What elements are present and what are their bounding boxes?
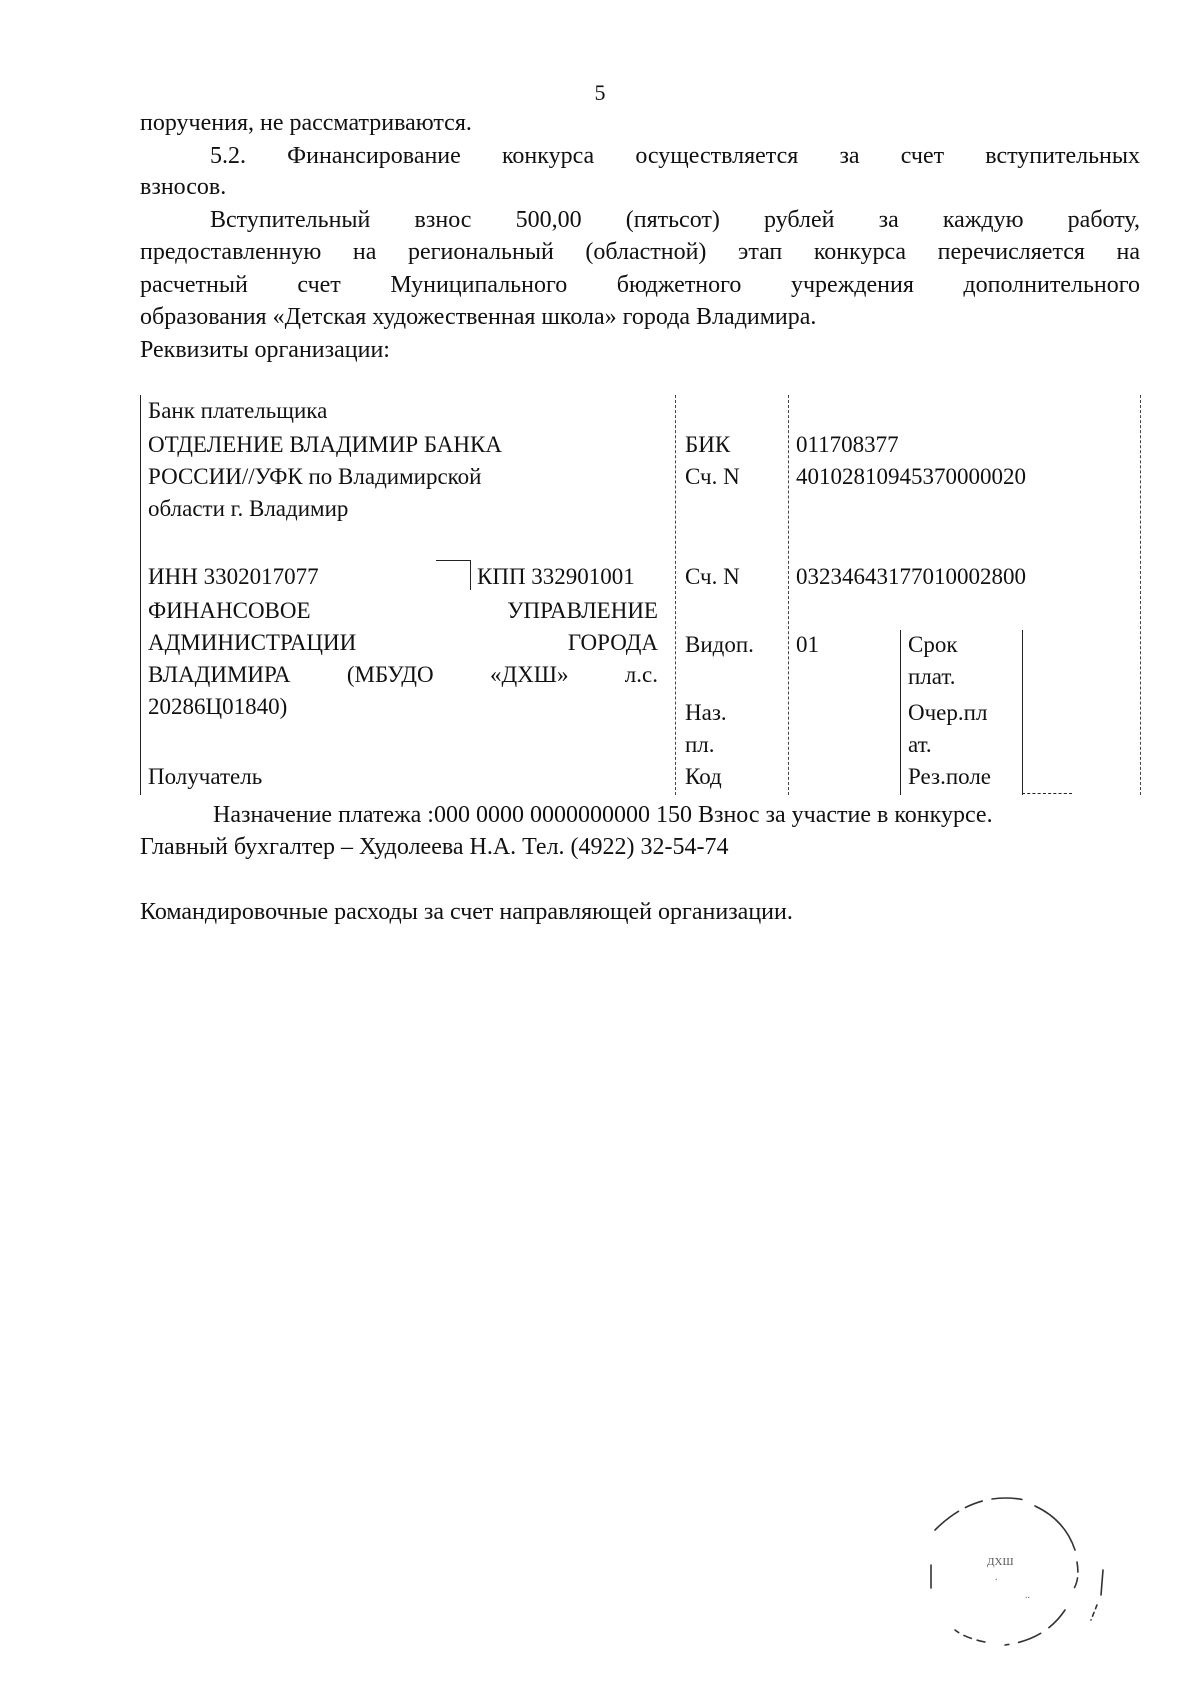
ocher-label: Очер.пл [908, 700, 988, 725]
account-label: Сч. N [685, 564, 740, 589]
paragraph-line: Вступительный взнос 500,00 (пятьсот) рублей за каждую работу, [210, 207, 1140, 233]
account-label: Сч. N [685, 464, 740, 489]
table-border [788, 395, 789, 795]
table-border [900, 630, 901, 795]
table-border [436, 560, 470, 561]
naz-pl-label: пл. [685, 732, 715, 757]
table-border [675, 395, 676, 795]
paragraph-line: взносов. [140, 174, 227, 200]
recipient-name: 20286Ц01840) [148, 694, 288, 719]
vid-op-value: 01 [796, 632, 819, 657]
paragraph-line: образования «Детская художественная школа» города Владимира. [140, 304, 817, 330]
naz-pl-label: Наз. [685, 700, 727, 725]
recipient-label: Получатель [148, 764, 263, 789]
srok-label: Срок [908, 632, 958, 657]
paragraph-line: поручения, не рассматриваются. [140, 110, 472, 136]
requisites-table [140, 395, 1145, 800]
recipient-word: ВЛАДИМИРА [148, 662, 291, 687]
bik-label: БИК [685, 432, 731, 457]
recipient-name [148, 627, 658, 659]
bank-name: РОССИИ//УФК по Владимирской [148, 464, 482, 489]
table-border [140, 395, 141, 795]
bank-name: области г. Владимир [148, 496, 349, 521]
inn: ИНН 3302017077 [148, 564, 319, 589]
paragraph-line: 5.2. Финансирование конкурса осуществляется за счет вступительных [210, 143, 1140, 169]
stamp-seal [915, 1470, 1115, 1670]
recipient-name [148, 659, 658, 691]
requisites-heading: Реквизиты организации: [140, 337, 390, 363]
page-number: 5 [594, 80, 606, 105]
account-value: 40102810945370000020 [796, 464, 1026, 489]
rez-pole-label: Рез.поле [908, 764, 992, 789]
bank-name: ОТДЕЛЕНИЕ ВЛАДИМИР БАНКА [148, 432, 502, 457]
recipient-word: УПРАВЛЕНИЕ [507, 598, 658, 623]
paragraph-line: расчетный счет Муниципального бюджетного учреждения дополнительного [140, 272, 1140, 298]
chief-accountant: Главный бухгалтер – Худолеева Н.А. Тел. (4922) 32-54-74 [140, 834, 729, 860]
recipient-word: (МБУДО [346, 662, 434, 687]
recipient-name [148, 595, 658, 627]
table-border [470, 560, 471, 590]
svg-text:..: .. [1025, 1590, 1030, 1601]
table-border [1140, 395, 1141, 795]
kpp: КПП 332901001 [477, 564, 635, 589]
recipient-word: АДМИНИСТРАЦИИ [148, 630, 357, 655]
recipient-word: ГОРОДА [567, 630, 658, 655]
bank-label: Банк плательщика [148, 398, 328, 423]
paragraph-line: предоставленную на региональный (областной) этап конкурса перечисляется на [140, 239, 1140, 265]
vid-op-label: Видоп. [685, 632, 754, 657]
account-value: 03234643177010002800 [796, 564, 1026, 589]
travel-expenses-note: Командировочные расходы за счет направляющей организации. [140, 899, 793, 925]
bik-value: 011708377 [796, 432, 899, 457]
recipient-word: ФИНАНСОВОЕ [148, 598, 311, 623]
table-border [1022, 793, 1072, 794]
stamp-text: ДХШ [987, 1556, 1014, 1568]
table-border [1022, 630, 1023, 795]
svg-text:.: . [995, 1572, 998, 1583]
kod-label: Код [685, 764, 722, 789]
recipient-word: л.с. [624, 662, 658, 687]
recipient-word: «ДХШ» [489, 662, 569, 687]
srok-label: плат. [908, 664, 956, 689]
payment-purpose: Назначение платежа :000 0000 0000000000 150 Взнос за участие в конкурсе. [213, 802, 993, 828]
ocher-label: ат. [908, 732, 932, 757]
